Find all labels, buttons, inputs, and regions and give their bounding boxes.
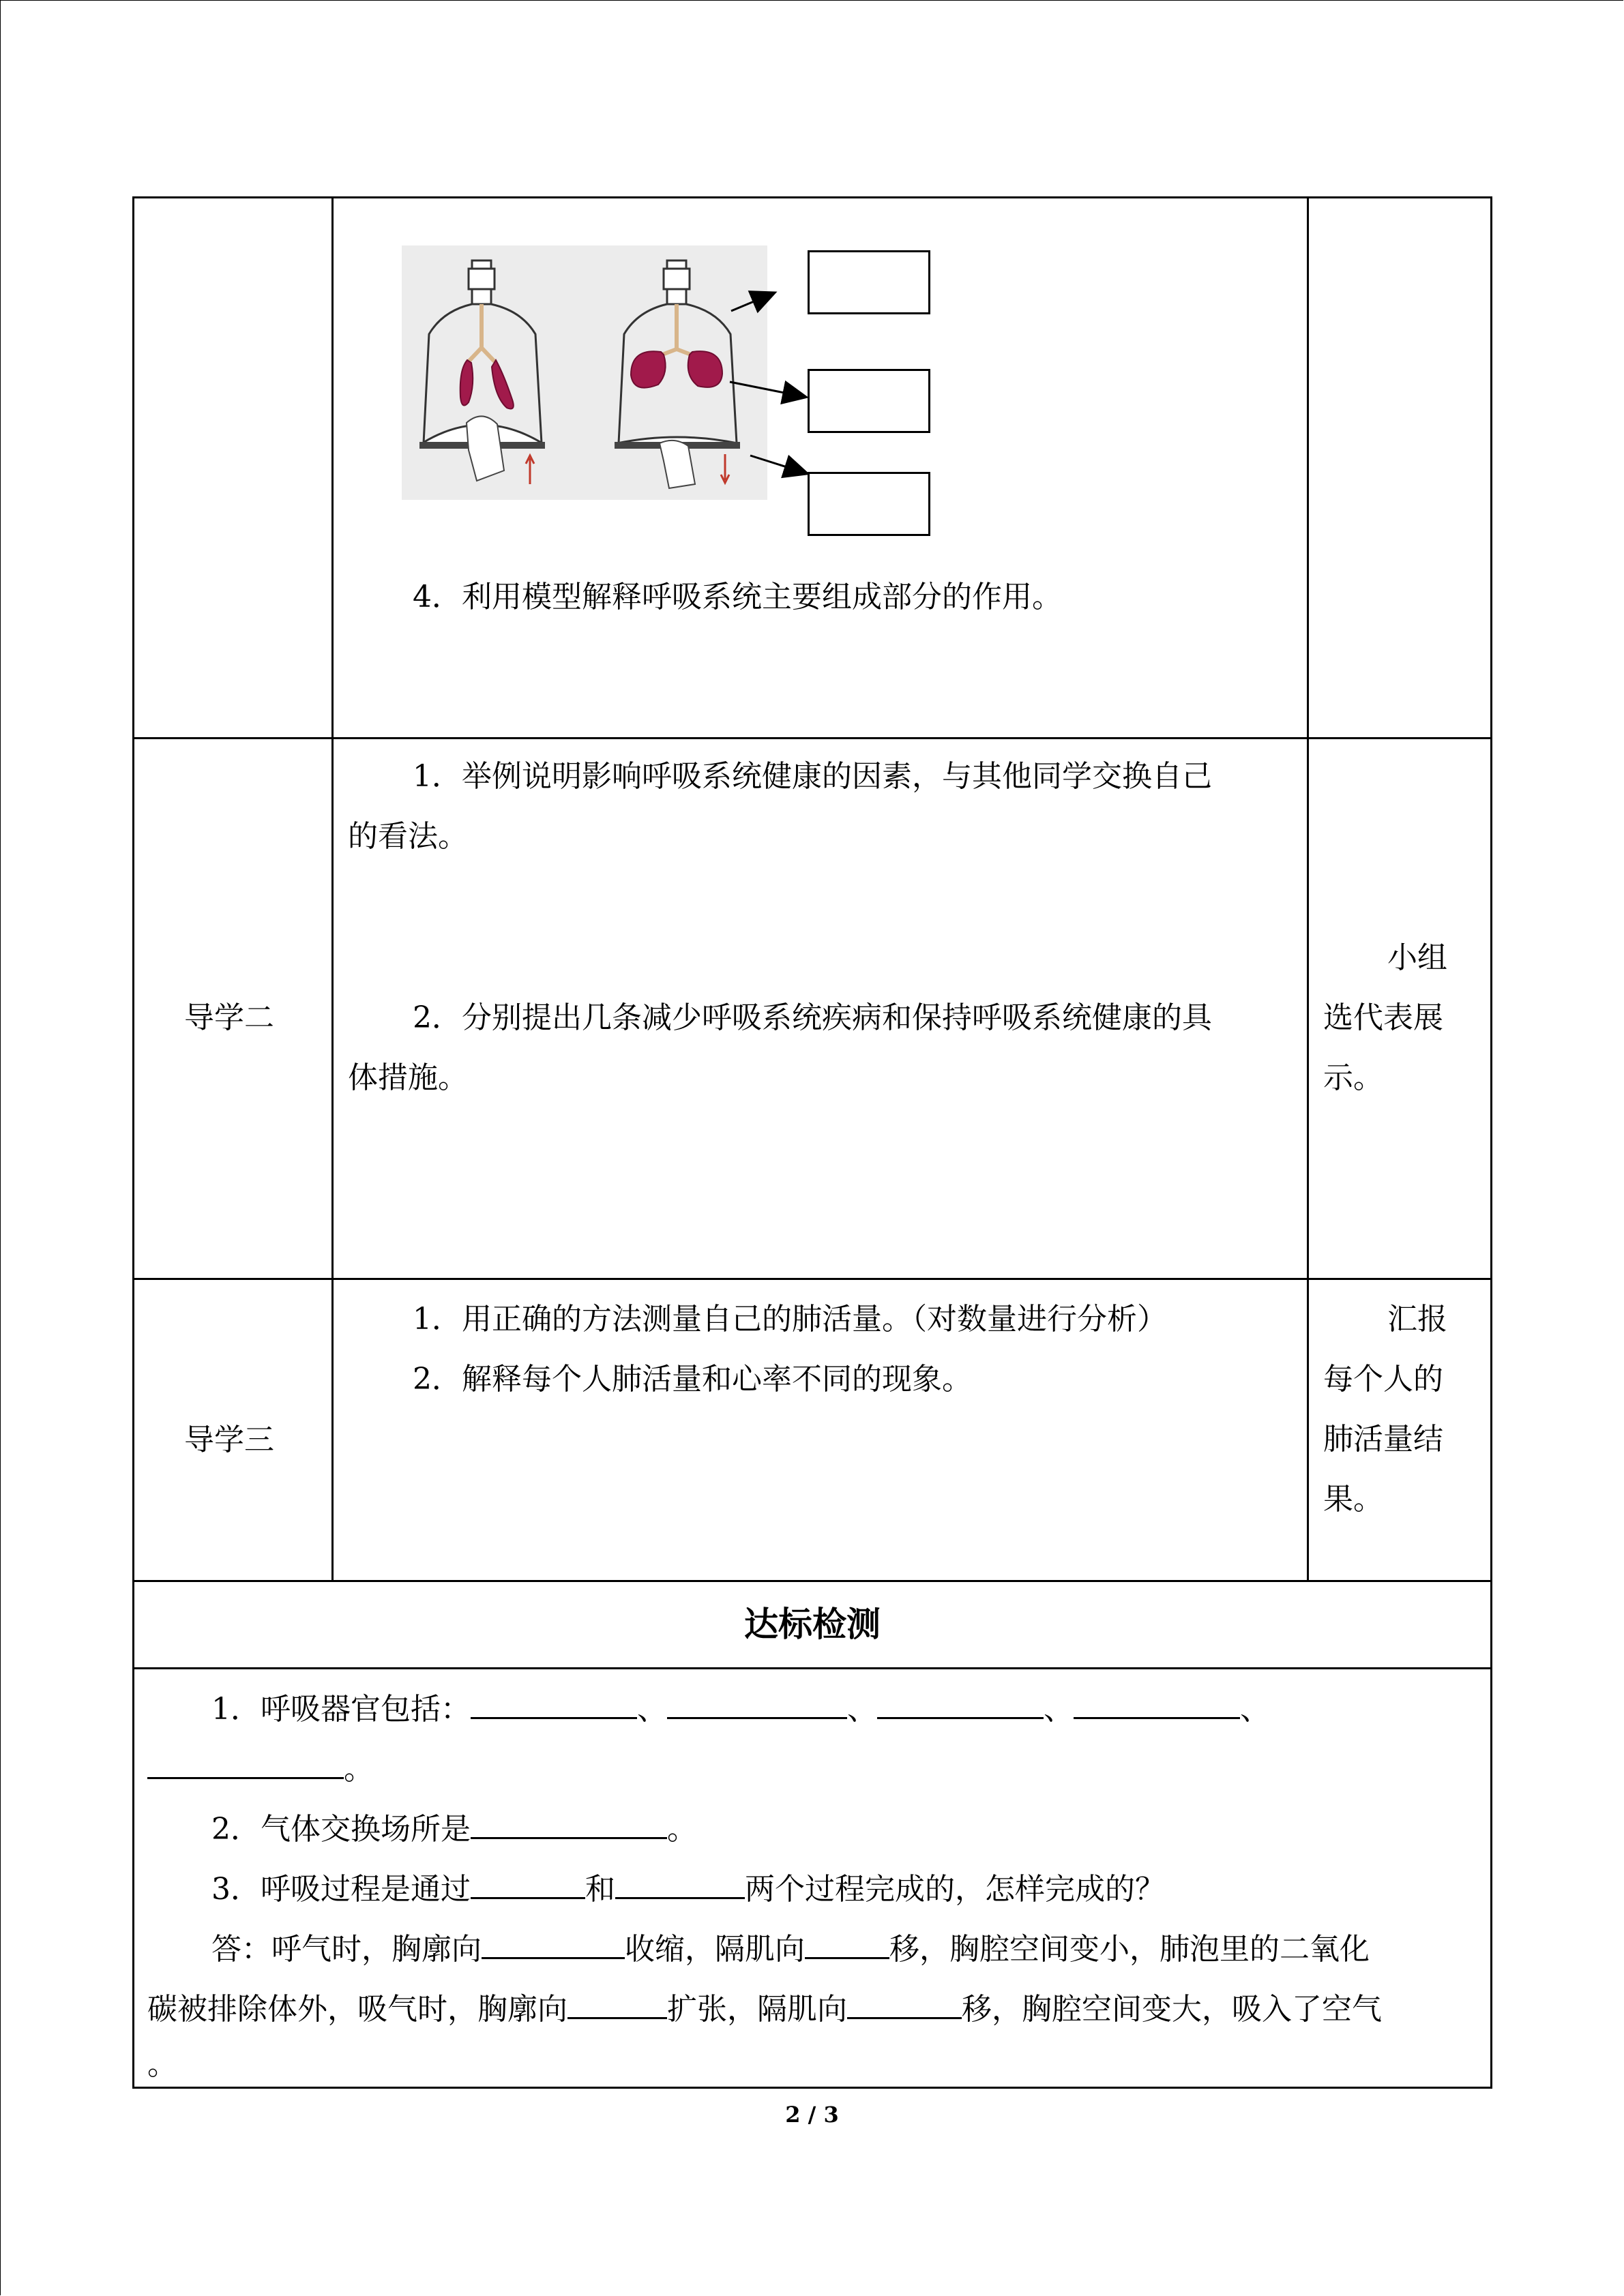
section-title: 达标检测 — [744, 1605, 881, 1644]
column-divider — [1307, 196, 1309, 1581]
q3-part-b: 和 — [585, 1872, 615, 1907]
q1-sep-3: 、 — [1044, 1692, 1074, 1727]
q1-sep-4: 、 — [1240, 1692, 1270, 1727]
row2-item2-line2: 体措施。 — [348, 1060, 468, 1095]
q1-prefix: 1．呼吸器官包括： — [211, 1692, 471, 1727]
answer-part-1: 答：呼气时，胸廓向 — [211, 1932, 482, 1967]
row-divider — [132, 1580, 1492, 1582]
row3-item1: 1．用正确的方法测量自己的肺活量。（对数量进行分析） — [413, 1302, 1167, 1337]
quiz-q3 — [211, 1859, 1165, 1920]
q3-blank-2[interactable] — [615, 1859, 745, 1899]
q2-period: 。 — [667, 1812, 697, 1847]
answer-blank-3[interactable] — [567, 1979, 667, 2019]
row1-item4: 4．利用模型解释呼吸系统主要组成部分的作用。 — [413, 580, 1062, 614]
quiz-q1 — [211, 1679, 1270, 1740]
row2-label: 导学二 — [184, 1000, 274, 1035]
row2-note-line2: 选代表展 — [1323, 1000, 1443, 1035]
q3-part-a: 3．呼吸过程是通过 — [211, 1872, 471, 1907]
row2-item1-line1: 1．举例说明影响呼吸系统健康的因素，与其他同学交换自己 — [413, 759, 1212, 794]
bell-jar-illustration — [402, 245, 767, 500]
row2-note-line3: 示。 — [1323, 1060, 1383, 1095]
q2-blank[interactable] — [471, 1799, 667, 1839]
row-divider — [132, 1667, 1492, 1669]
q2-prefix: 2．气体交换场所是 — [211, 1812, 471, 1847]
row3-note-line4: 果。 — [1323, 1482, 1383, 1517]
q1-blank-5[interactable] — [147, 1739, 344, 1779]
answer-blank-4[interactable] — [847, 1979, 962, 2019]
row-divider — [132, 1278, 1492, 1280]
quiz-q1-cont — [147, 1739, 374, 1800]
bell-jar-diagram — [402, 245, 767, 500]
answer-box-2[interactable] — [808, 369, 930, 433]
q1-blank-2[interactable] — [667, 1679, 847, 1719]
row3-note-line3: 肺活量结 — [1323, 1422, 1443, 1457]
q3-part-c: 两个过程完成的，怎样完成的？ — [745, 1872, 1165, 1907]
row3-note-line1: 汇报 — [1387, 1302, 1447, 1337]
q1-blank-3[interactable] — [877, 1679, 1044, 1719]
answer-part-4: 碳被排除体外，吸气时，胸廓向 — [147, 1992, 567, 2027]
q1-sep-1: 、 — [637, 1692, 667, 1727]
q3-blank-1[interactable] — [471, 1859, 585, 1899]
q1-period: 。 — [344, 1752, 374, 1787]
q1-sep-2: 、 — [847, 1692, 877, 1727]
quiz-answer-line1 — [211, 1919, 1370, 1980]
quiz-answer-line3: 。 — [147, 2047, 177, 2082]
row3-item2: 2．解释每个人肺活量和心率不同的现象。 — [413, 1362, 972, 1397]
quiz-q2 — [211, 1799, 697, 1860]
answer-part-5: 扩张，隔肌向 — [667, 1992, 847, 2027]
page-number: 2 / 3 — [785, 2102, 839, 2128]
row3-label: 导学三 — [184, 1422, 274, 1457]
answer-part-3: 移，胸腔空间变小，肺泡里的二氧化 — [889, 1932, 1370, 1967]
answer-part-6: 移，胸腔空间变大，吸入了空气 — [962, 1992, 1382, 2027]
row3-note-line2: 每个人的 — [1323, 1362, 1443, 1397]
answer-blank-1[interactable] — [482, 1919, 625, 1959]
q1-blank-4[interactable] — [1074, 1679, 1240, 1719]
row2-note-line1: 小组 — [1387, 940, 1447, 975]
quiz-answer-line2 — [147, 1979, 1382, 2040]
row-divider — [132, 737, 1492, 739]
q1-blank-1[interactable] — [471, 1679, 637, 1719]
pointer-arrows — [723, 273, 818, 491]
answer-box-1[interactable] — [808, 250, 930, 314]
answer-box-3[interactable] — [808, 472, 930, 536]
column-divider — [331, 196, 334, 1581]
row2-item1-line2: 的看法。 — [348, 819, 468, 854]
answer-part-2: 收缩，隔肌向 — [625, 1932, 805, 1967]
row2-item2-line1: 2．分别提出几条减少呼吸系统疾病和保持呼吸系统健康的具 — [413, 1000, 1212, 1035]
answer-blank-2[interactable] — [805, 1919, 889, 1959]
